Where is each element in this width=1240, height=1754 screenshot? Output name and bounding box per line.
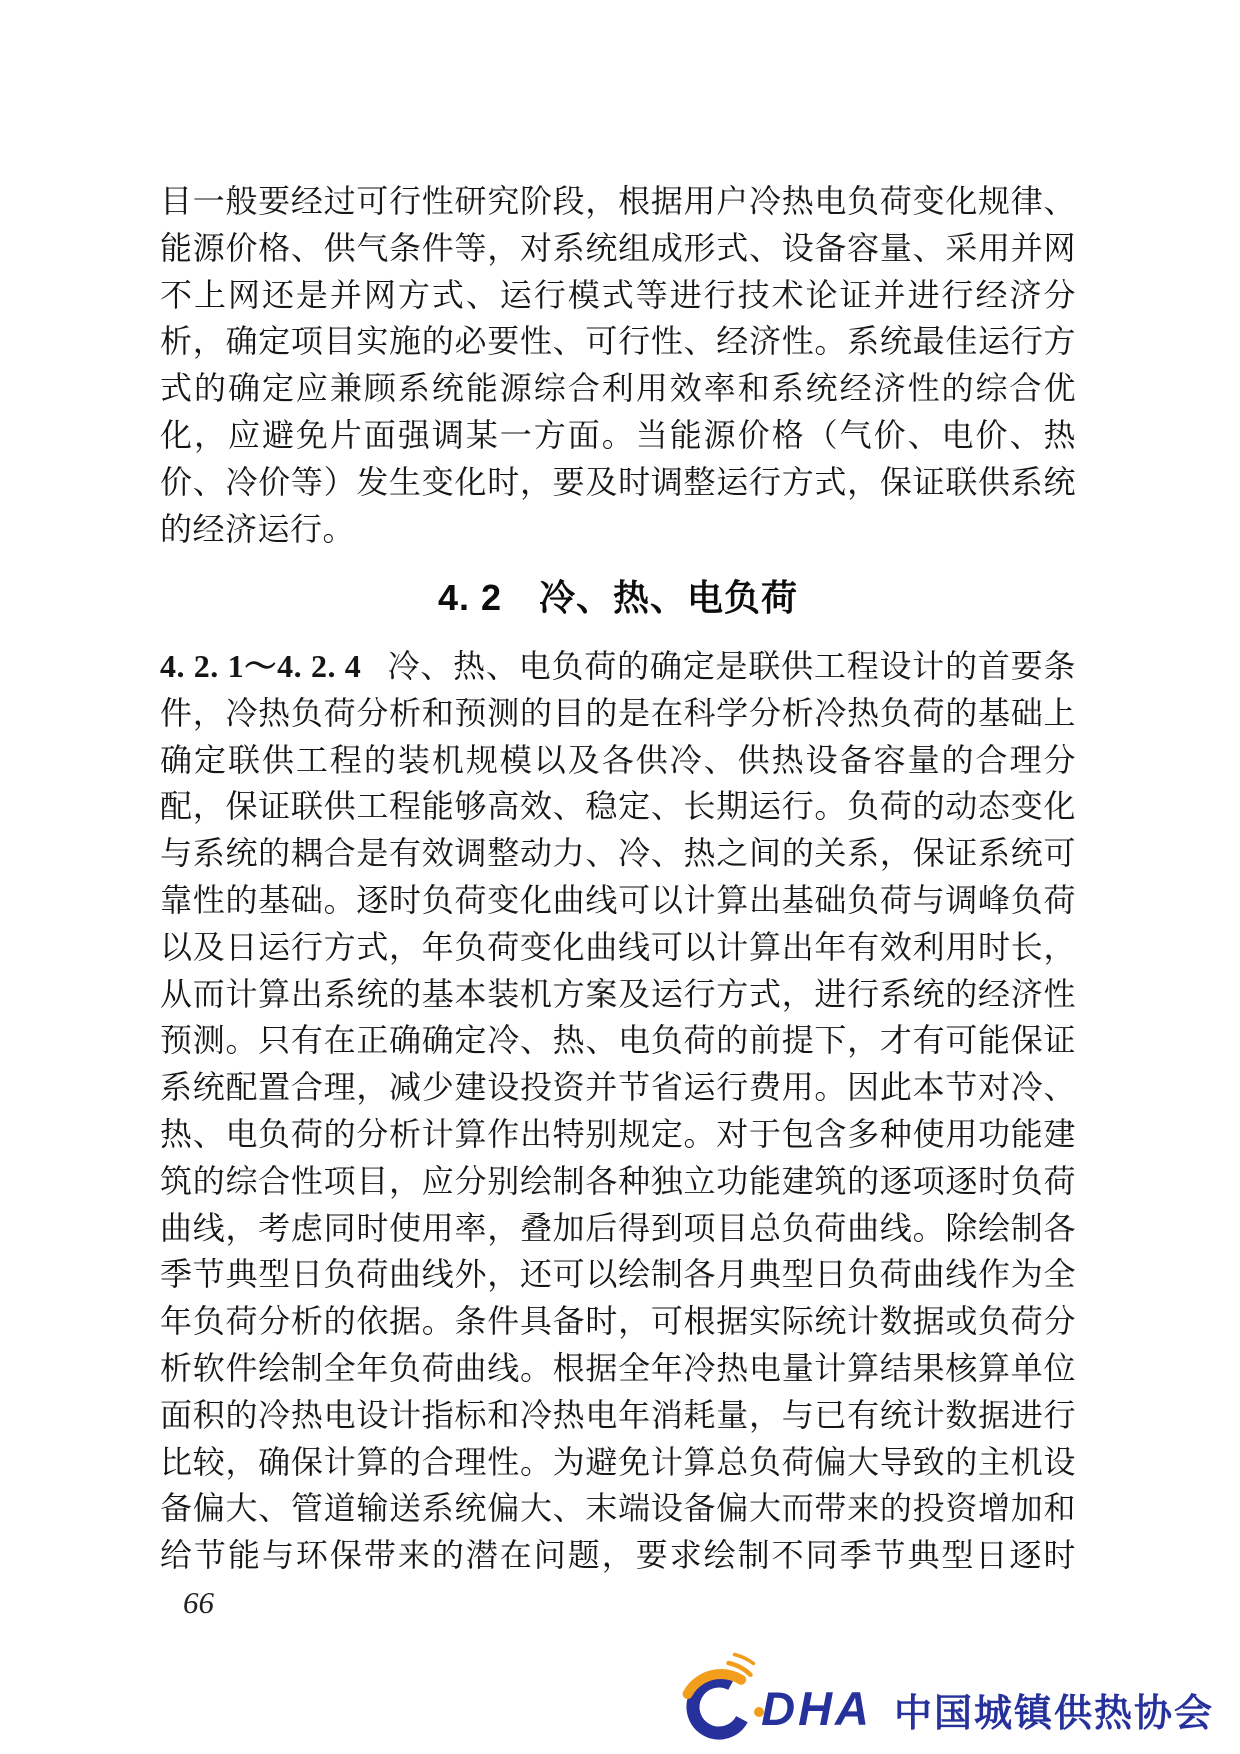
text-line: 热、电负荷的分析计算作出特别规定。对于包含多种使用功能建 bbox=[160, 1115, 1076, 1152]
text-line: 预测。只有在正确确定冷、热、电负荷的前提下，才有可能保证 bbox=[160, 1022, 1076, 1059]
text-line: 析软件绘制全年负荷曲线。根据全年冷热电量计算结果核算单位 bbox=[160, 1349, 1076, 1386]
text-line: 年负荷分析的依据。条件具备时，可根据实际统计数据或负荷分 bbox=[160, 1303, 1076, 1340]
text-line: 系统配置合理，减少建设投资并节省运行费用。因此本节对冷、 bbox=[160, 1069, 1076, 1106]
text-line: 给节能与环保带来的潜在问题，要求绘制不同季节典型日逐时 bbox=[160, 1537, 1076, 1574]
paragraph-continuation bbox=[160, 178, 1076, 552]
text-line: 能源价格、供气条件等，对系统组成形式、设备容量、采用并网 bbox=[160, 229, 1076, 266]
text-line: 靠性的基础。逐时负荷变化曲线可以计算出基础负荷与调峰负荷 bbox=[160, 881, 1076, 918]
logo-wave-arc-outer bbox=[735, 1655, 754, 1664]
section-heading: 4. 2 冷、热、电负荷 bbox=[437, 577, 799, 618]
clause-lead-line bbox=[160, 643, 1076, 690]
text-line: 比较，确保计算的合理性。为避免计算总负荷偏大导致的主机设 bbox=[160, 1443, 1076, 1480]
association-logo bbox=[677, 1650, 1214, 1746]
text-line: 筑的综合性项目，应分别绘制各种独立功能建筑的逐项逐时负荷 bbox=[160, 1162, 1076, 1199]
clause-paragraph bbox=[160, 643, 1076, 1579]
text-line: 式的确定应兼顾系统能源综合利用效率和系统经济性的综合优 bbox=[160, 370, 1076, 407]
text-line: 件，冷热负荷分析和预测的目的是在科学分析冷热负荷的基础上 bbox=[160, 694, 1076, 731]
logo-org-name: 中国城镇供热协会 bbox=[893, 1693, 1214, 1735]
clause-lead-text: 冷、热、电负荷的确定是联供工程设计的首要条 bbox=[387, 648, 1076, 684]
text-line: 面积的冷热电设计指标和冷热电年消耗量，与已有统计数据进行 bbox=[160, 1396, 1076, 1433]
text-line: 从而计算出系统的基本装机方案及运行方式，进行系统的经济性 bbox=[160, 975, 1076, 1012]
text-line: 与系统的耦合是有效调整动力、冷、热之间的关系，保证系统可 bbox=[160, 835, 1076, 872]
text-line: 季节典型日负荷曲线外，还可以绘制各月典型日负荷曲线作为全 bbox=[160, 1256, 1076, 1293]
text-line: 的经济运行。 bbox=[160, 510, 356, 547]
text-line: 配，保证联供工程能够高效、稳定、长期运行。负荷的动态变化 bbox=[160, 788, 1076, 825]
text-line: 不上网还是并网方式、运行模式等进行技术论证并进行经济分 bbox=[160, 276, 1076, 313]
text-line: 备偏大、管道输送系统偏大、末端设备偏大而带来的投资增加和 bbox=[160, 1490, 1076, 1527]
logo-acronym-text: DHA bbox=[761, 1682, 872, 1735]
text-line: 析，确定项目实施的必要性、可行性、经济性。系统最佳运行方 bbox=[160, 323, 1076, 360]
text-line: 确定联供工程的装机规模以及各供冷、供热设备容量的合理分 bbox=[160, 741, 1076, 778]
clause-paragraph-lines bbox=[160, 690, 1076, 1579]
clause-number-range: 4. 2. 1～4. 2. 4 bbox=[160, 648, 362, 684]
text-line: 曲线，考虑同时使用率，叠加后得到项目总负荷曲线。除绘制各 bbox=[160, 1209, 1076, 1246]
text-line: 以及日运行方式，年负荷变化曲线可以计算出年有效利用时长， bbox=[160, 928, 1076, 965]
page-number: 66 bbox=[183, 1585, 214, 1620]
text-line: 目一般要经过可行性研究阶段，根据用户冷热电负荷变化规律、 bbox=[160, 183, 1076, 219]
text-line: 价、冷价等）发生变化时，要及时调整运行方式，保证联供系统 bbox=[160, 463, 1076, 500]
text-line: 化，应避免片面强调某一方面。当能源价格（气价、电价、热 bbox=[160, 416, 1076, 453]
